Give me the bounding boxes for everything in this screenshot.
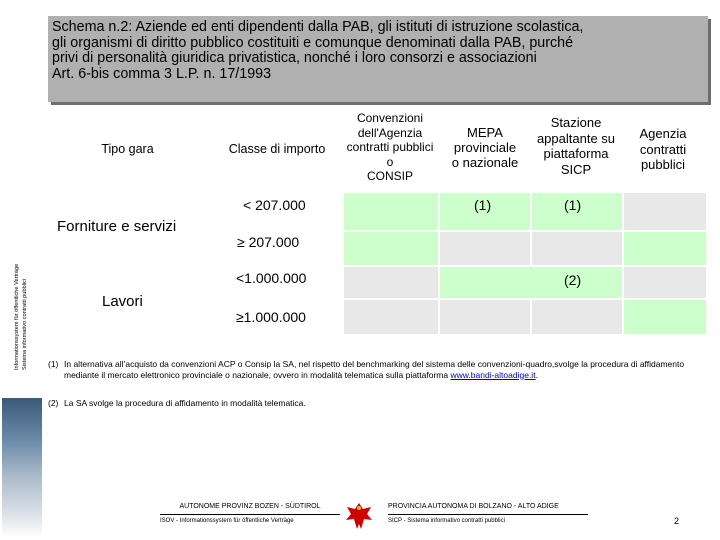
mark-mepa-forniture: (1) [474,197,492,213]
cell-lavori-high-stazione [532,300,622,334]
note-1 [64,359,714,380]
header-mepa-line: provinciale [453,140,517,155]
cell-lavori-low-agenzia [624,267,706,298]
header-stazione-line: appaltante su [536,130,616,146]
note-1-link[interactable]: www.bandi-altoadige.it [450,369,536,380]
note-1-end: . [535,369,538,380]
header-classe-importo: Classe di importo [228,142,326,156]
cell-lavori-low-mepa-stazione [440,267,622,298]
cell-forniture-high-convenzioni [344,232,438,265]
title-line-2: gli organismi di diritto pubblico costituiti e comunque denominati dalla PAB, purché [52,34,574,51]
footer-left-divider [160,514,340,515]
eagle-logo-icon [344,500,374,532]
cell-forniture-high-stazione [532,232,622,265]
note-1-number: (1) [48,359,59,369]
side-label-line-1: Informationssystem für öffentliche Verträge [14,263,20,370]
header-mepa [442,125,528,170]
mark-stazione-forniture: (1) [564,197,582,213]
cell-forniture-high-mepa [440,232,530,265]
side-photo [2,398,42,538]
title-line-1: Schema n.2: Aziende ed enti dipendenti dalla PAB, gli istituti di istruzione scolastica, [52,19,584,35]
footer-left-bottom: ISOV - Informationssystem für öffentliche Verträge [160,518,294,524]
header-convenzioni-line: Convenzioni [356,111,424,125]
mark-lavori-low: (2) [564,272,582,288]
header-agenzia-line: contratti [639,141,687,157]
header-stazione-line: Stazione [550,115,602,130]
footer-right-bottom: SICP - Sistema informativo contratti pubblici [388,518,505,524]
note-1-text: In alternativa all’acquisto da convenzioni ACP o Consip la SA, nel rispetto del benchmarking del sistema delle convenzioni-quadro,svolge la procedura di affidamento mediante il mercato elettronico provinciale o nazionale, ovvero in modalità telematica sulla piattaforma [64,359,685,380]
title-line-3: privi di personalità giuridica privatistica, nonché i loro consorzi e associazioni [52,50,537,66]
header-agenzia [625,126,701,173]
side-label-line-2: Sistema informativo contratti pubblici [22,278,28,370]
header-stazione [528,115,624,177]
header-convenzioni [340,111,440,184]
header-agenzia-line: pubblici [640,157,686,172]
class-forniture-low: < 207.000 [243,197,306,213]
header-stazione-line: SICP [560,161,592,177]
cell-forniture-high-agenzia [624,232,706,265]
class-forniture-high: ≥ 207.000 [237,234,300,250]
class-lavori-low: <1.000.000 [236,270,307,286]
cell-lavori-high-convenzioni [344,300,438,334]
title-line-4: Art. 6-bis comma 3 L.P. n. 17/1993 [52,65,272,82]
header-tipo-gara: Tipo gara [101,142,154,156]
header-convenzioni-line: dell'Agenzia [357,125,423,140]
cell-lavori-high-agenzia [624,300,706,334]
cell-lavori-high-mepa [440,300,530,334]
footer-right-top: PROVINCIA AUTONOMA DI BOLZANO - ALTO ADIGE [388,503,559,510]
header-stazione-line: piattaforma [543,146,609,161]
header-agenzia-line: Agenzia [639,126,687,141]
row-label-lavori: Lavori [102,293,143,310]
page-number: 2 [674,516,680,526]
footer-left-top: AUTONOME PROVINZ BOZEN - SÜDTIROL [179,503,321,510]
header-convenzioni-line: contratti pubblici [346,140,434,154]
footer-right-divider [388,514,588,515]
cell-forniture-low-convenzioni [344,193,438,230]
note-2-number: (2) [48,398,59,408]
header-convenzioni-line: o [386,154,394,169]
note-2-text: La SA svolge la procedura di affidamento in modalità telematica. [64,398,306,408]
cell-lavori-low-convenzioni [344,267,438,298]
row-label-forniture: Forniture e servizi [57,218,177,235]
header-mepa-line: o nazionale [451,155,519,170]
header-convenzioni-line: CONSIP [366,169,413,183]
cell-forniture-low-agenzia [624,193,706,230]
class-lavori-high: ≥1.000.000 [236,309,306,325]
header-mepa-line: MEPA [467,125,503,140]
slide-title [52,20,706,82]
